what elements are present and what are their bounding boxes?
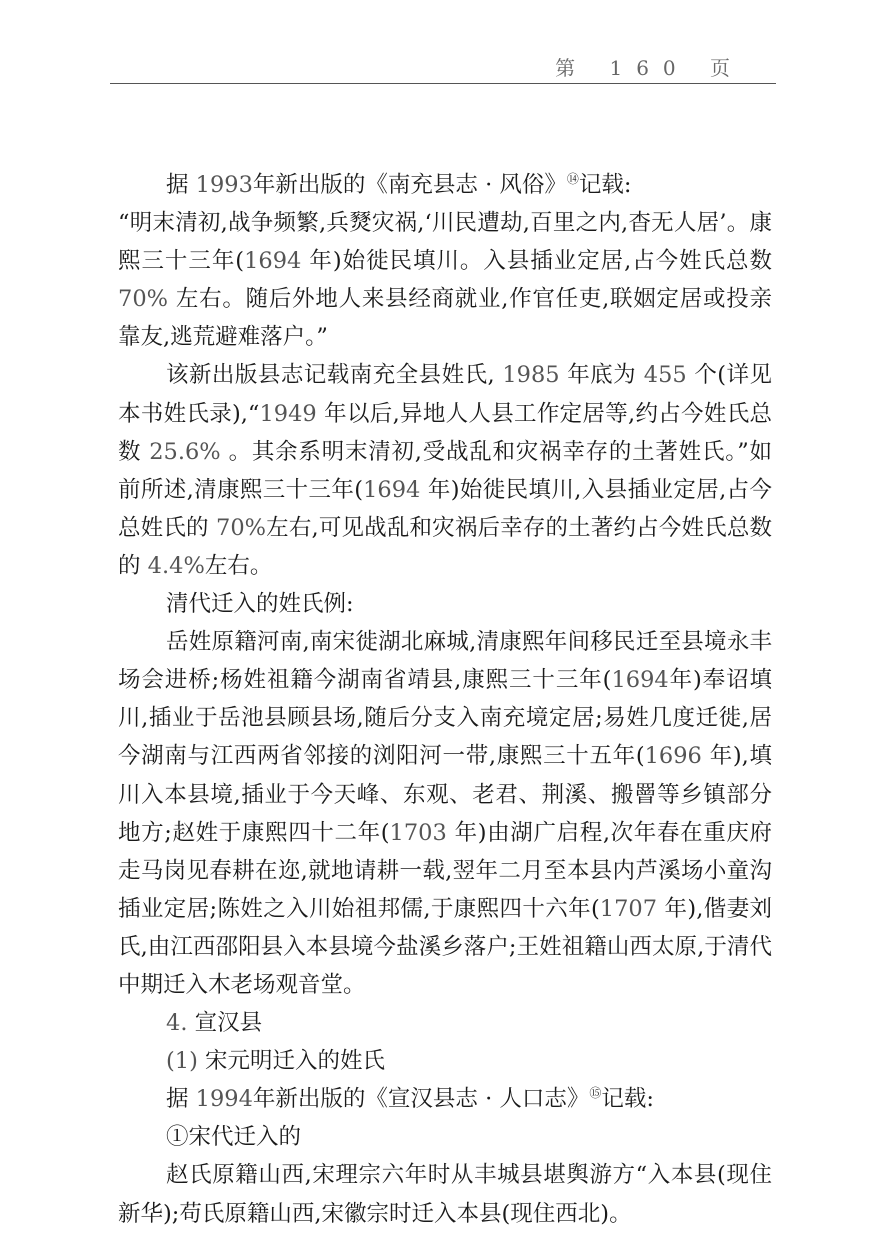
footnote-marker: ⑭ xyxy=(566,172,579,186)
text-run: 年新出版的《宣汉县志 · 人口志》 xyxy=(252,1086,590,1113)
text-run: 记载: xyxy=(601,1086,654,1113)
text-run: 岳姓原籍河南,南宋徙湖北麻城,清康熙年间移民迁至县境永丰场会进桥;杨姓祖籍今湖南省靖县,康熙三十三年( xyxy=(118,629,772,694)
text-run: 清代迁入的姓氏例: xyxy=(166,591,354,618)
text-run: 年新出版的《南充县志 · 风俗》 xyxy=(252,172,567,198)
text-run: 宣汉县 xyxy=(187,1010,263,1037)
number-text: 455 xyxy=(643,362,687,389)
number-text: 1703 xyxy=(389,819,447,846)
number-text: 25.6% xyxy=(149,438,221,465)
number-text: 1707 xyxy=(599,895,658,922)
text-run: 年),填川入本县境,插业于今天峰、东观、老君、荆溪、搬罾等乡镇部分地方;赵姓于康熙四十二年( xyxy=(118,743,772,846)
text-run: 年)始徙民填川。入县插业定居,占今姓氏总数 xyxy=(301,248,772,275)
page-header xyxy=(110,50,776,84)
paragraph xyxy=(118,166,772,204)
text-run: 赵氏原籍山西,宋理宗六年时从丰城县堪舆游方“入本县(现住新华);苟氏原籍山西,宋徽宗时迁入本县(现住西北)。 xyxy=(118,1162,772,1227)
text-run: ①宋代迁入的 xyxy=(166,1124,302,1151)
text-run: 。其余系明末清初,受战乱和灾祸幸存的土著姓氏。”如前所述,清康熙三十三年( xyxy=(118,438,773,503)
number-text: 1994 xyxy=(195,1086,253,1113)
number-text: 70% xyxy=(118,286,169,313)
text-run: 年),偕妻刘氏,由江西邵阳县入本县境今盐溪乡落户;王姓祖籍山西太原,于清代中期迁入木老场观音堂。 xyxy=(118,895,772,998)
number-text: 4. xyxy=(166,1010,188,1037)
text-run: 年底为 xyxy=(559,362,644,389)
number-text: (1) xyxy=(166,1048,198,1075)
paragraph xyxy=(118,204,772,356)
text-run: 记载: xyxy=(578,172,632,198)
text-run: 年以后,异地人人县工作定居等,约占今姓氏总数 xyxy=(118,400,772,465)
text-run: 据 xyxy=(166,1086,196,1113)
text-run: “明末清初,战争频繁,兵燹灾祸,‘川民遭劫,百里之内,杳无人居’。康熙三十三年( xyxy=(118,210,772,275)
paragraph xyxy=(118,1080,772,1118)
paragraph xyxy=(118,585,772,623)
paragraph xyxy=(118,623,772,1004)
document-body xyxy=(118,166,772,1233)
list-heading xyxy=(118,1118,772,1156)
text-run: 该新出版县志记载南充全县姓氏, xyxy=(166,362,503,389)
text-run: 年)始徙民填川,入县插业定居,占今总姓氏的 xyxy=(118,476,772,541)
text-run: 年)由湖广启程,次年春在重庆府走马岗见春耕在迩,就地请耕一载,翌年二月至本县内芦溪场小童沟插业定居;陈姓之入川始祖邦儒,于康熙四十六年( xyxy=(118,819,772,922)
number-text: 1949 xyxy=(259,400,317,427)
text-run: 年)奉诏填川,插业于岳池县顾县场,随后分支入南充境定居;易姓几度迁徙,居今湖南与江西两省邻接的浏阳河一带,康熙三十五年( xyxy=(118,667,773,770)
paragraph xyxy=(118,356,772,585)
page-number: 第 160 页 xyxy=(555,56,744,80)
text-run: 左右。 xyxy=(204,552,273,579)
number-text: 1696 xyxy=(644,743,702,770)
text-run: 宋元明迁入的姓氏 xyxy=(197,1048,386,1075)
text-run: 左右,可见战乱和灾祸后幸存的土著约占今姓氏总数的 xyxy=(118,514,773,579)
footnote-marker: ⑮ xyxy=(589,1086,602,1101)
number-text: 4.4% xyxy=(147,552,205,579)
text-run: 左右。随后外地人来县经商就业,作官任吏,联姻定居或投亲靠友,逃荒避难落户。” xyxy=(118,286,772,351)
text-run: 据 xyxy=(166,172,196,198)
number-text: 1694 xyxy=(363,476,421,503)
number-text: 1694 xyxy=(611,667,669,694)
number-text: 70% xyxy=(216,514,267,541)
number-text: 1694 xyxy=(244,248,302,275)
subsection-heading xyxy=(118,1042,772,1080)
text-run: 个(详见本书姓氏录),“ xyxy=(118,362,773,427)
paragraph xyxy=(118,1156,772,1232)
number-text: 1993 xyxy=(195,172,253,198)
number-text: 1985 xyxy=(502,362,560,389)
section-heading xyxy=(118,1004,772,1042)
